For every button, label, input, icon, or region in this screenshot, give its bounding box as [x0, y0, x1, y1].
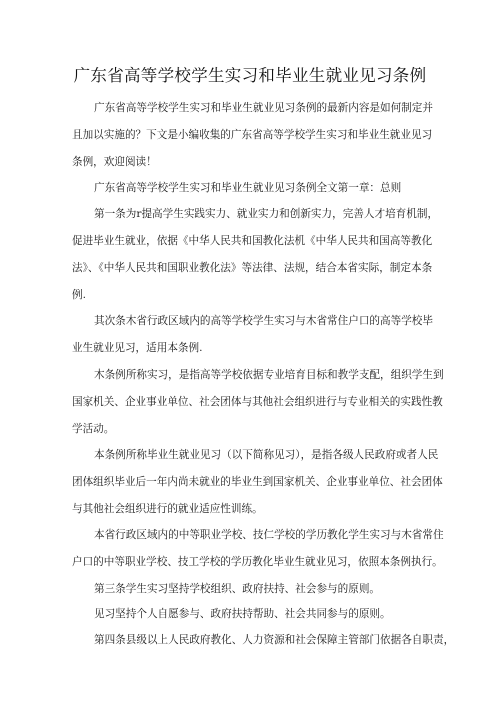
paragraph-traineeship-definition	[72, 442, 443, 523]
text-line: 例.	[72, 289, 86, 301]
text-line: 广东省高等学校学生实习和毕业生就业见习条例全文第一章：总则	[94, 182, 402, 194]
paragraph-article-4	[72, 627, 455, 654]
text-line: 学活动。	[72, 423, 115, 435]
text-line: 促进毕业生就业，依据《中华人民共和国教化法机《中华人民共和国高等教化	[72, 235, 433, 247]
paragraph-intro	[72, 95, 432, 176]
text-line: 第三条学生实习坚持学校组织、政府扶持、社会参与的原则。	[94, 583, 381, 595]
paragraph-traineeship-principle	[72, 601, 432, 628]
text-line: 户口的中等职业学校、技工学校的学历教化毕业生就业见习，依照本条例执行。	[72, 556, 443, 568]
text-line: 第四条县级以上人民政府教化、人力资源和社会保障主管部门依据各自职责，	[94, 634, 455, 646]
paragraph-article-2	[72, 308, 432, 362]
text-line: 业生就业见习，适用本条例.	[72, 342, 203, 354]
paragraph-internship-definition	[72, 362, 444, 443]
text-line: 团体组织毕业后一年内尚未就业的毕业生到国家机关、企业事业单位、社会团体	[72, 476, 443, 488]
paragraph-vocational-scope	[72, 522, 444, 576]
text-line: 且加以实施的？下文是小编收集的广东省高等学校学生实习和毕业生就业见习	[72, 129, 433, 141]
paragraph-article-1	[72, 201, 439, 309]
paragraph-chapter-heading	[72, 175, 432, 202]
text-line: 条例，欢迎阅读！	[72, 156, 157, 168]
text-line: 本条例所称毕业生就业见习（以下简称见习），是指各级人民政府或者人民	[94, 449, 439, 461]
text-line: 第一条为r提高学生实践实力、就业实力和创新实力，完善人才培育机制，	[94, 208, 439, 220]
text-line: 其次条木省行政区域内的高等学校学生实习与木省常住户口的高等学校毕	[94, 315, 433, 327]
document-title: 广东省高等学校学生实习和毕业生就业见习条例	[73, 66, 427, 85]
paragraph-article-3	[72, 576, 432, 603]
text-line: 见习坚持个人自愿参与、政府扶持帮助、社会共同参与的原则。	[94, 608, 391, 620]
text-line: 与其他社会组织进行的就业适应性训练。	[72, 503, 263, 515]
text-line: 本省行政区域内的中等职业学校、技仁学校的学历教化学生实习与木省常住	[94, 529, 444, 541]
text-line: 法》、《中华人民共和国职业教化法》等法律、法规，结合本省实际，制定本条	[72, 262, 433, 274]
text-line: 木条例所称实习，是指高等学校依据专业培育目标和教学支配，组织学生到	[94, 369, 444, 381]
text-line: 广东省高等学校学生实习和毕业生就业见习条例的最新内容是如何制定并	[94, 102, 433, 114]
text-line: 国家机关、企业事业单位、社会团体与其他社会组织进行与专业相关的实践性教	[72, 396, 443, 408]
